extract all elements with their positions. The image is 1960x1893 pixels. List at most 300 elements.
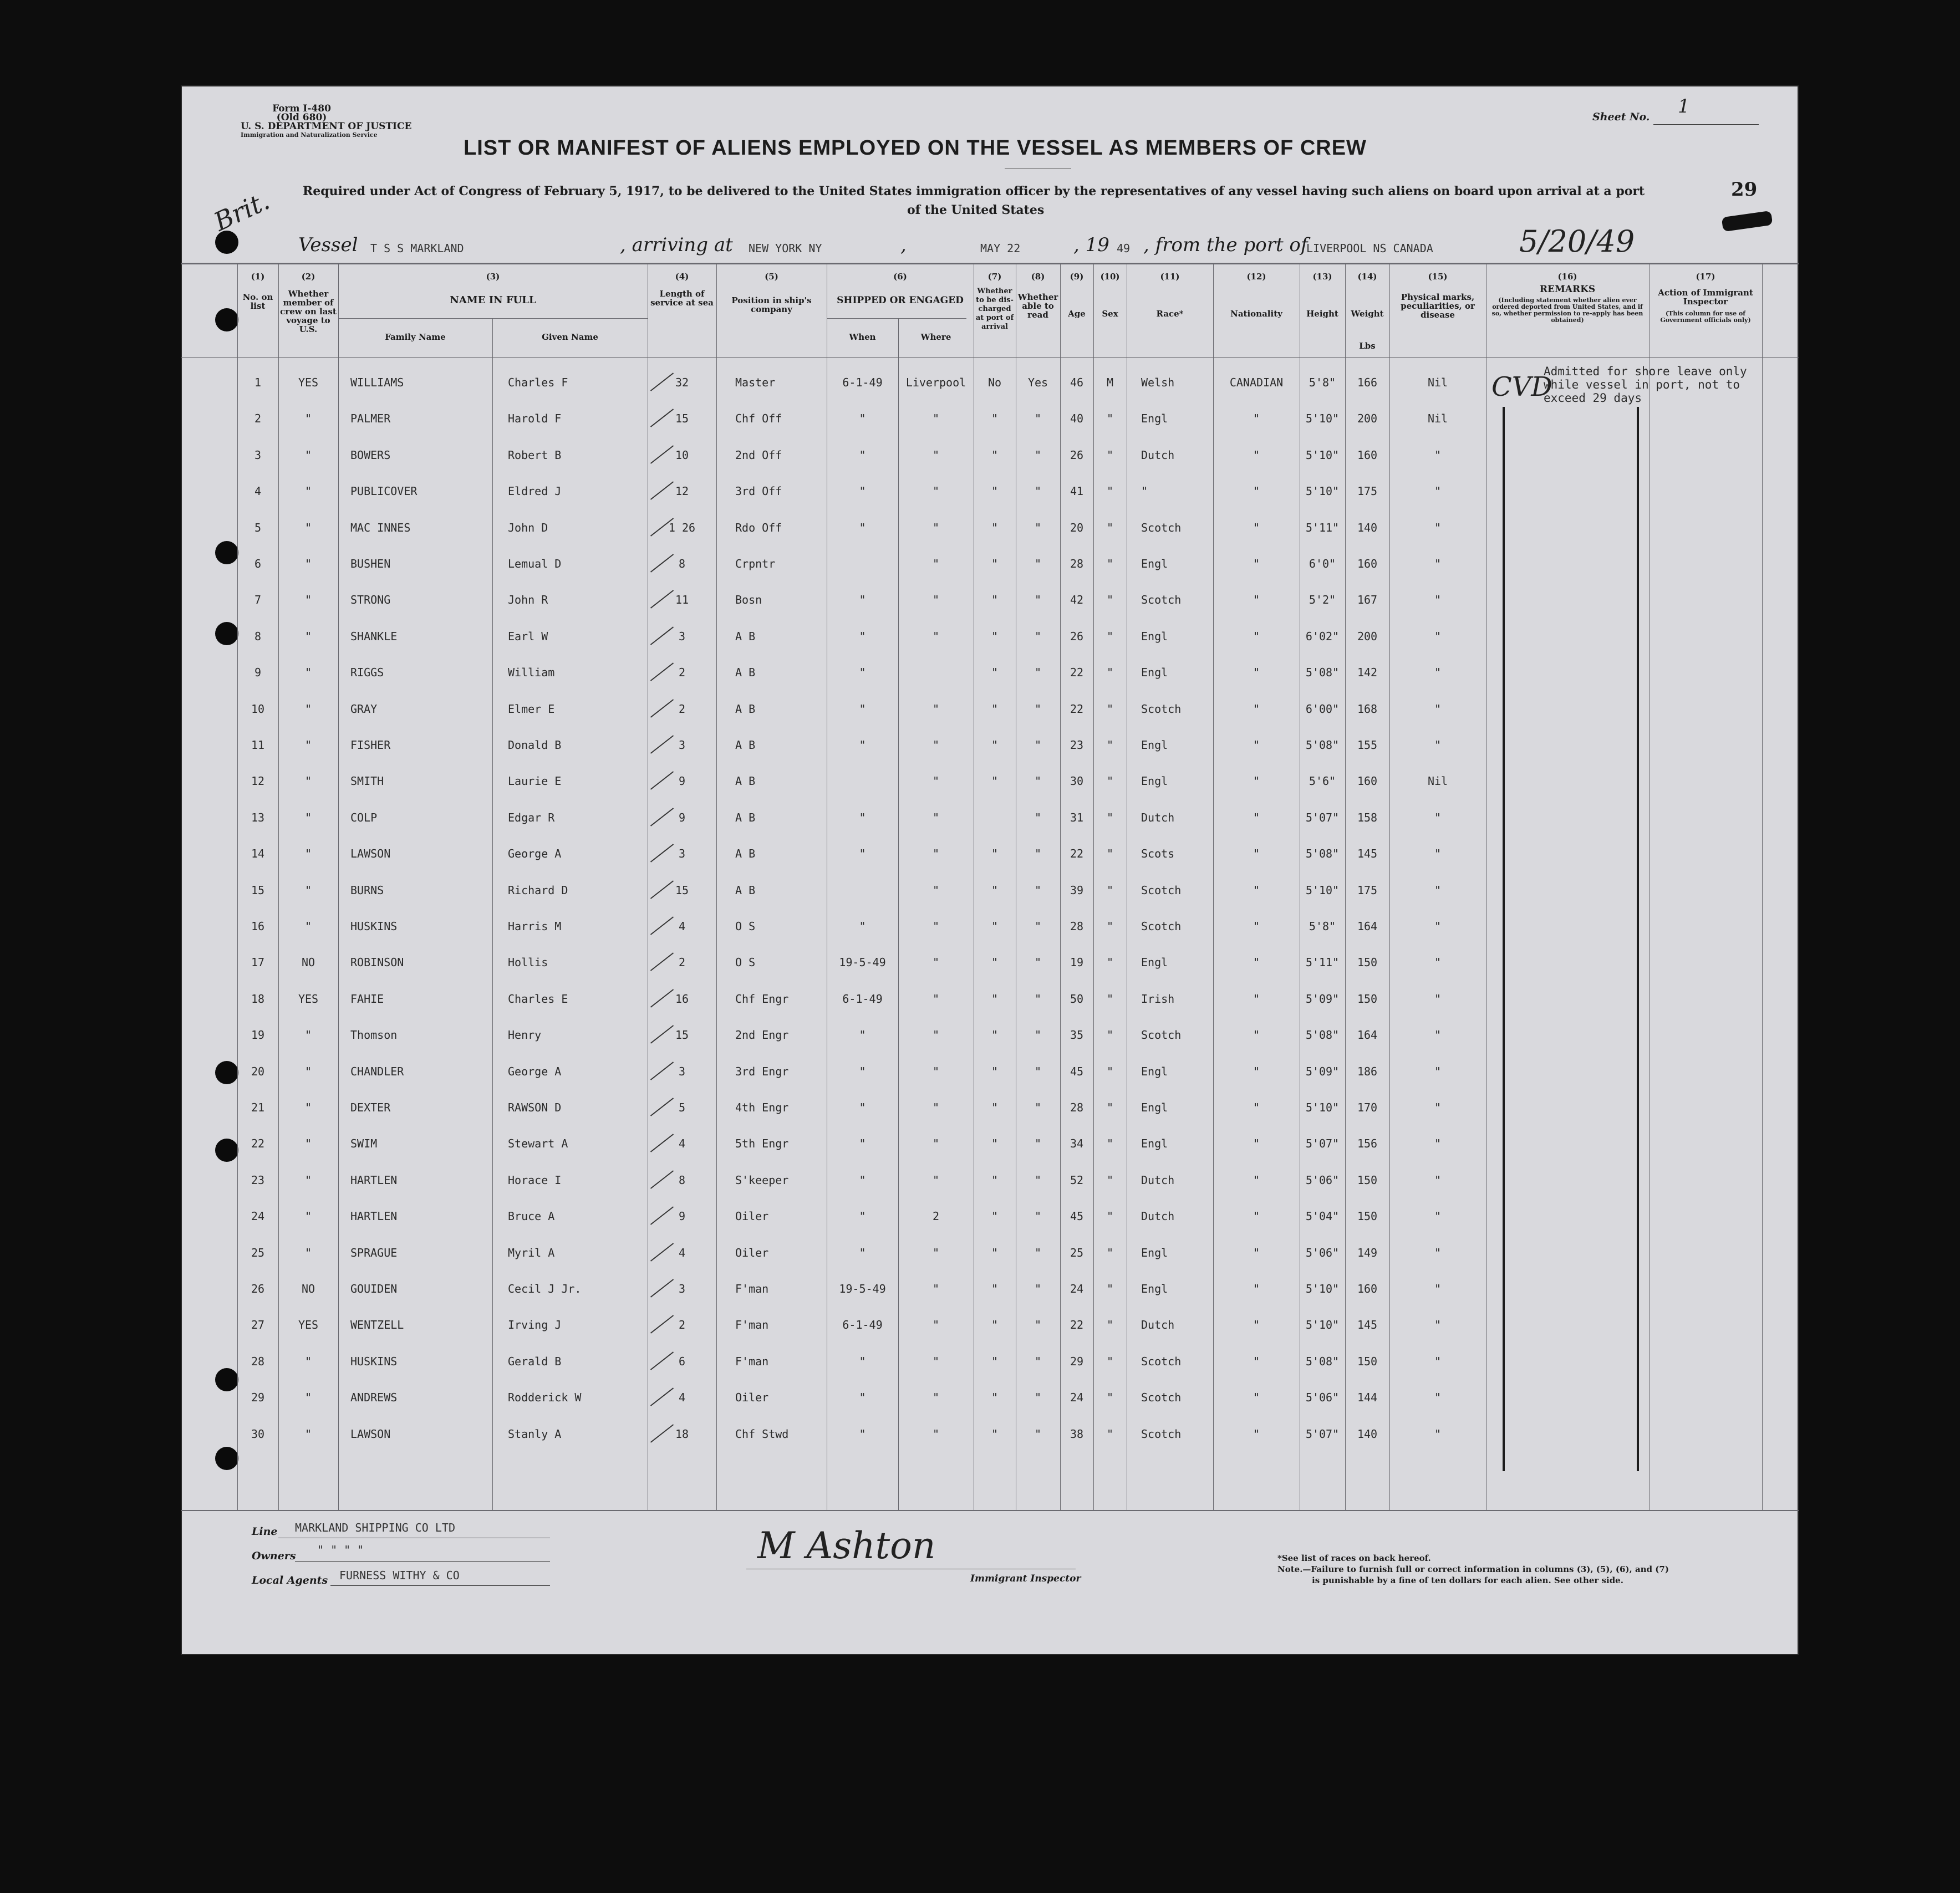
ink-blot xyxy=(1722,211,1773,232)
cell-given-name: Robert B xyxy=(508,448,562,462)
cell-sex: " xyxy=(1106,1282,1114,1295)
cell-race: Engl xyxy=(1141,666,1168,680)
cell-nationality: " xyxy=(1253,1173,1260,1187)
cell-weight: 140 xyxy=(1357,1427,1378,1441)
cell-where: " xyxy=(932,883,940,897)
cell-race: Scotch xyxy=(1141,1427,1182,1441)
cell-weight: 164 xyxy=(1357,920,1378,933)
cell-last-voyage: " xyxy=(304,1064,312,1078)
cell-height: 5'10" xyxy=(1305,412,1340,426)
cell-where: " xyxy=(932,1137,940,1151)
cell-given-name: Lemual D xyxy=(508,557,562,570)
agents-rule xyxy=(330,1585,550,1586)
col-rule xyxy=(1213,263,1214,1510)
cell-last-voyage: " xyxy=(304,1354,312,1368)
cell-weight: 140 xyxy=(1357,521,1378,534)
cell-read: " xyxy=(1034,992,1042,1006)
cell-age: 22 xyxy=(1070,702,1084,716)
failure-note-cont: is punishable by a fine of ten dollars for each alien. See other side. xyxy=(1312,1575,1623,1585)
cell-sex: " xyxy=(1106,810,1114,824)
cell-marks: " xyxy=(1434,593,1442,607)
cell-family-name: WENTZELL xyxy=(350,1318,404,1332)
cell-race: Scotch xyxy=(1141,1028,1182,1042)
cell-given-name: Rodderick W xyxy=(508,1391,582,1405)
cell-when: " xyxy=(859,412,866,426)
form-block xyxy=(241,103,412,140)
cell-height: 5'06" xyxy=(1305,1246,1340,1259)
cell-nationality: " xyxy=(1253,702,1260,716)
cell-when: " xyxy=(859,1064,866,1078)
cell-when: " xyxy=(859,738,866,752)
cell-race: Dutch xyxy=(1141,810,1175,824)
cell-service: 2 xyxy=(678,956,686,970)
cell-age: 30 xyxy=(1070,774,1084,788)
cell-no: 4 xyxy=(254,484,262,498)
cell-given-name: Stewart A xyxy=(508,1137,568,1151)
col-header-weight: Weight xyxy=(1351,309,1384,319)
from-port: LIVERPOOL NS CANADA xyxy=(1306,242,1433,255)
cell-no: 1 xyxy=(254,376,262,389)
cell-marks: " xyxy=(1434,738,1442,752)
cell-sex: " xyxy=(1106,1101,1114,1114)
cell-no: 21 xyxy=(251,1101,265,1114)
cell-given-name: Edgar R xyxy=(508,810,555,824)
cell-sex: " xyxy=(1106,956,1114,970)
cell-age: 19 xyxy=(1070,956,1084,970)
remarks-bracket-left xyxy=(1503,407,1505,1471)
cell-read: " xyxy=(1034,448,1042,462)
cell-age: 24 xyxy=(1070,1391,1084,1405)
cell-weight: 160 xyxy=(1357,557,1378,570)
col-num: (8) xyxy=(1031,272,1045,282)
form-service: Immigration and Naturalization Service xyxy=(241,131,378,139)
cell-weight: 175 xyxy=(1357,484,1378,498)
cell-marks: " xyxy=(1434,702,1442,716)
cell-when: " xyxy=(859,1137,866,1151)
cell-height: 5'10" xyxy=(1305,1101,1340,1114)
cell-where: 2 xyxy=(932,1210,940,1223)
cell-no: 8 xyxy=(254,629,262,643)
cell-weight: 158 xyxy=(1357,810,1378,824)
cell-read: " xyxy=(1034,920,1042,933)
cell-given-name: Elmer E xyxy=(508,702,555,716)
cell-service: 4 xyxy=(678,1246,686,1259)
cell-read: " xyxy=(1034,1064,1042,1078)
cell-marks: " xyxy=(1434,1137,1442,1151)
cell-given-name: Gerald B xyxy=(508,1354,562,1368)
cell-height: 5'06" xyxy=(1305,1173,1340,1187)
cell-marks: " xyxy=(1434,883,1442,897)
cell-position: A B xyxy=(735,847,756,861)
cell-height: 5'08" xyxy=(1305,847,1340,861)
cell-position: 2nd Off xyxy=(735,448,782,462)
cell-where: " xyxy=(932,1101,940,1114)
col-num: (4) xyxy=(675,272,689,282)
cell-where: " xyxy=(932,1354,940,1368)
cell-height: 5'6" xyxy=(1309,774,1336,788)
cell-marks: Nil xyxy=(1427,412,1448,426)
cell-nationality: " xyxy=(1253,1282,1260,1295)
cell-age: 38 xyxy=(1070,1427,1084,1441)
comma: , xyxy=(900,234,907,256)
col-header-remarks: REMARKS xyxy=(1539,284,1596,295)
cell-discharged: " xyxy=(991,412,999,426)
col-header-where: Where xyxy=(920,332,951,342)
cell-sex: " xyxy=(1106,448,1114,462)
cell-discharged: " xyxy=(991,774,999,788)
cell-marks: " xyxy=(1434,1173,1442,1187)
cell-when: " xyxy=(859,1028,866,1042)
cell-where: " xyxy=(932,629,940,643)
cell-where: " xyxy=(932,738,940,752)
cell-age: 50 xyxy=(1070,992,1084,1006)
cell-when: " xyxy=(859,1427,866,1441)
cell-last-voyage: " xyxy=(304,702,312,716)
cell-last-voyage: " xyxy=(304,1173,312,1187)
cell-service: 1 26 xyxy=(668,521,696,534)
cell-family-name: CHANDLER xyxy=(350,1064,404,1078)
cell-last-voyage: " xyxy=(304,1246,312,1259)
cell-read: " xyxy=(1034,666,1042,680)
cell-nationality: " xyxy=(1253,1064,1260,1078)
cell-sex: " xyxy=(1106,1354,1114,1368)
cell-height: 6'00" xyxy=(1305,702,1340,716)
col-header-action-note: (This column for use of Government officials only) xyxy=(1660,310,1751,324)
cell-marks: " xyxy=(1434,666,1442,680)
cell-height: 5'08" xyxy=(1305,738,1340,752)
cell-position: Chf Stwd xyxy=(735,1427,789,1441)
cell-sex: " xyxy=(1106,1391,1114,1405)
cell-age: 29 xyxy=(1070,1354,1084,1368)
cell-weight: 167 xyxy=(1357,593,1378,607)
cell-weight: 150 xyxy=(1357,992,1378,1006)
cell-service: 8 xyxy=(678,1173,686,1187)
vessel-name: T S S MARKLAND xyxy=(370,242,464,255)
cell-nationality: " xyxy=(1253,956,1260,970)
cell-nationality: " xyxy=(1253,521,1260,534)
remarks-line1: Admitted for shore leave only xyxy=(1544,365,1747,378)
cell-last-voyage: " xyxy=(304,593,312,607)
cell-position: 3rd Off xyxy=(735,484,782,498)
cell-age: 39 xyxy=(1070,883,1084,897)
name-sub-rule xyxy=(338,318,648,319)
cell-height: 5'10" xyxy=(1305,1318,1340,1332)
cell-service: 18 xyxy=(675,1427,689,1441)
cell-discharged: " xyxy=(991,702,999,716)
cell-height: 5'08" xyxy=(1305,666,1340,680)
remarks-line2: while vessel in port, not to xyxy=(1544,378,1740,391)
cell-where: " xyxy=(932,484,940,498)
remarks-bracket-right xyxy=(1637,407,1639,1471)
cell-last-voyage: YES xyxy=(298,992,319,1006)
cell-weight: 156 xyxy=(1357,1137,1378,1151)
cell-service: 3 xyxy=(678,629,686,643)
cell-position: Master xyxy=(735,376,776,389)
cell-when: " xyxy=(859,666,866,680)
cell-no: 16 xyxy=(251,920,265,933)
cell-where: " xyxy=(932,1028,940,1042)
cell-read: " xyxy=(1034,1427,1042,1441)
cell-weight: 186 xyxy=(1357,1064,1378,1078)
cell-discharged: " xyxy=(991,1173,999,1187)
cell-where: " xyxy=(932,557,940,570)
shipped-sub-rule xyxy=(827,318,966,319)
cell-race: Scotch xyxy=(1141,1391,1182,1405)
cell-no: 26 xyxy=(251,1282,265,1295)
cell-where: " xyxy=(932,702,940,716)
remarks-initials: CVD xyxy=(1491,371,1552,402)
cell-family-name: BURNS xyxy=(350,883,384,897)
cell-family-name: ANDREWS xyxy=(350,1391,398,1405)
cell-sex: " xyxy=(1106,521,1114,534)
cell-family-name: SHANKLE xyxy=(350,629,398,643)
cell-family-name: FISHER xyxy=(350,738,391,752)
cell-marks: " xyxy=(1434,1282,1442,1295)
form-old: (Old 680) xyxy=(276,112,327,123)
cell-weight: 142 xyxy=(1357,666,1378,680)
col-num: (17) xyxy=(1696,272,1715,282)
col-num: (3) xyxy=(486,272,500,282)
cell-given-name: Harold F xyxy=(508,412,562,426)
col-header-weight-unit: Lbs xyxy=(1359,341,1376,351)
cell-discharged: " xyxy=(991,956,999,970)
cell-no: 2 xyxy=(254,412,262,426)
cell-position: O S xyxy=(735,956,756,970)
cell-where: " xyxy=(932,920,940,933)
cell-nationality: " xyxy=(1253,1028,1260,1042)
cell-when: " xyxy=(859,702,866,716)
cell-race: Engl xyxy=(1141,557,1168,570)
cell-family-name: PALMER xyxy=(350,412,391,426)
cell-marks: " xyxy=(1434,1318,1442,1332)
cell-height: 5'10" xyxy=(1305,883,1340,897)
cell-position: Bosn xyxy=(735,593,762,607)
subtitle-line1: Required under Act of Congress of February 5, 1917, to be delivered to the United States immigration officer by the representatives of any vessel having such aliens on board upon arrival at a port xyxy=(303,184,1645,198)
cell-age: 24 xyxy=(1070,1282,1084,1295)
cell-given-name: John D xyxy=(508,521,548,534)
col-rule xyxy=(237,263,238,1510)
col-header-read: Whether able to read xyxy=(1017,292,1058,320)
cell-race: Scotch xyxy=(1141,1354,1182,1368)
cell-position: A B xyxy=(735,702,756,716)
cell-sex: " xyxy=(1106,1028,1114,1042)
cell-family-name: WILLIAMS xyxy=(350,376,404,389)
col-header-position: Position in ship's company xyxy=(731,295,812,314)
cell-weight: 145 xyxy=(1357,1318,1378,1332)
cell-weight: 168 xyxy=(1357,702,1378,716)
cell-when: 6-1-49 xyxy=(842,376,883,389)
cell-no: 7 xyxy=(254,593,262,607)
cell-sex: " xyxy=(1106,920,1114,933)
cell-race: Scots xyxy=(1141,847,1175,861)
cell-marks: " xyxy=(1434,448,1442,462)
cell-no: 6 xyxy=(254,557,262,570)
cell-discharged: No xyxy=(987,376,1002,389)
cell-last-voyage: " xyxy=(304,920,312,933)
cell-last-voyage: " xyxy=(304,1427,312,1441)
cell-nationality: " xyxy=(1253,1210,1260,1223)
cell-nationality: " xyxy=(1253,412,1260,426)
cell-when: 19-5-49 xyxy=(839,1282,886,1295)
cell-age: 40 xyxy=(1070,412,1084,426)
cell-no: 11 xyxy=(251,738,265,752)
cell-marks: Nil xyxy=(1427,774,1448,788)
cell-position: Chf Off xyxy=(735,412,782,426)
cell-age: 25 xyxy=(1070,1246,1084,1259)
cell-position: Oiler xyxy=(735,1391,769,1405)
cell-marks: " xyxy=(1434,629,1442,643)
cell-no: 27 xyxy=(251,1318,265,1332)
cell-marks: " xyxy=(1434,1354,1442,1368)
cell-discharged: " xyxy=(991,1318,999,1332)
col-num: (6) xyxy=(893,272,907,282)
cell-service: 11 xyxy=(675,593,689,607)
cell-age: 28 xyxy=(1070,920,1084,933)
cell-when: " xyxy=(859,1101,866,1114)
cell-position: Oiler xyxy=(735,1246,769,1259)
cell-marks: " xyxy=(1434,521,1442,534)
cell-where: " xyxy=(932,810,940,824)
cell-read: " xyxy=(1034,1318,1042,1332)
cell-service: 32 xyxy=(675,376,689,389)
cell-service: 15 xyxy=(675,883,689,897)
inspector-label: Immigrant Inspector xyxy=(970,1573,1081,1584)
cell-marks: " xyxy=(1434,1101,1442,1114)
col-num: (1) xyxy=(251,272,265,282)
cell-nationality: " xyxy=(1253,883,1260,897)
cell-sex: " xyxy=(1106,1064,1114,1078)
cell-discharged: " xyxy=(991,666,999,680)
cell-marks: " xyxy=(1434,956,1442,970)
cell-position: Chf Engr xyxy=(735,992,789,1006)
cell-nationality: " xyxy=(1253,992,1260,1006)
cell-marks: Nil xyxy=(1427,376,1448,389)
cell-race: Engl xyxy=(1141,1246,1168,1259)
cell-family-name: SMITH xyxy=(350,774,384,788)
cell-given-name: George A xyxy=(508,1064,562,1078)
cell-marks: " xyxy=(1434,1246,1442,1259)
manifest-page xyxy=(181,85,1799,1655)
cell-read: " xyxy=(1034,810,1042,824)
cell-position: F'man xyxy=(735,1282,769,1295)
col-header-age: Age xyxy=(1068,309,1086,319)
cell-sex: " xyxy=(1106,1427,1114,1441)
cell-race: " xyxy=(1141,484,1148,498)
cell-read: " xyxy=(1034,629,1042,643)
cell-last-voyage: " xyxy=(304,412,312,426)
cell-read: " xyxy=(1034,774,1042,788)
cell-nationality: " xyxy=(1253,738,1260,752)
cell-family-name: Thomson xyxy=(350,1028,398,1042)
cell-discharged: " xyxy=(991,1028,999,1042)
cell-height: 5'08" xyxy=(1305,1028,1340,1042)
cell-last-voyage: " xyxy=(304,521,312,534)
cell-no: 19 xyxy=(251,1028,265,1042)
col-num: (9) xyxy=(1070,272,1084,282)
cell-age: 35 xyxy=(1070,1028,1084,1042)
col-rule xyxy=(1060,263,1061,1510)
cell-last-voyage: " xyxy=(304,883,312,897)
cell-where: " xyxy=(932,1064,940,1078)
cell-nationality: " xyxy=(1253,847,1260,861)
crew-table xyxy=(181,263,1799,1510)
cell-age: 23 xyxy=(1070,738,1084,752)
cell-marks: " xyxy=(1434,1391,1442,1405)
cell-read: " xyxy=(1034,1210,1042,1223)
cell-race: Engl xyxy=(1141,629,1168,643)
cell-last-voyage: NO xyxy=(301,1282,315,1295)
cell-nationality: " xyxy=(1253,593,1260,607)
cell-nationality: " xyxy=(1253,774,1260,788)
col-rule xyxy=(898,318,899,1510)
cell-no: 25 xyxy=(251,1246,265,1259)
cell-last-voyage: YES xyxy=(298,376,319,389)
cell-service: 4 xyxy=(678,920,686,933)
cell-last-voyage: " xyxy=(304,557,312,570)
cell-discharged: " xyxy=(991,557,999,570)
cell-age: 45 xyxy=(1070,1210,1084,1223)
cell-read: " xyxy=(1034,738,1042,752)
col-header-remarks-note: (Including statement whether alien ever ordered deported from United States, and if so, whether permission to re-apply has been obtained) xyxy=(1491,297,1643,324)
cell-family-name: LAWSON xyxy=(350,1427,391,1441)
col-rule xyxy=(1762,263,1763,1510)
col-num: (16) xyxy=(1557,272,1577,282)
cell-given-name: Earl W xyxy=(508,629,548,643)
cell-where: " xyxy=(932,1391,940,1405)
cell-sex: " xyxy=(1106,1318,1114,1332)
col-rule xyxy=(492,318,493,1510)
col-rule xyxy=(1389,263,1390,1510)
col-rule xyxy=(1649,263,1650,1510)
agents-label: Local Agents xyxy=(252,1574,328,1586)
cell-last-voyage: " xyxy=(304,774,312,788)
cell-when: " xyxy=(859,920,866,933)
cell-last-voyage: " xyxy=(304,847,312,861)
col-header-given-name: Given Name xyxy=(542,332,598,342)
cell-where: " xyxy=(932,1282,940,1295)
cell-given-name: Charles E xyxy=(508,992,568,1006)
cell-nationality: " xyxy=(1253,810,1260,824)
cell-height: 5'07" xyxy=(1305,1137,1340,1151)
cell-last-voyage: " xyxy=(304,1210,312,1223)
cell-service: 10 xyxy=(675,448,689,462)
cell-discharged: " xyxy=(991,1246,999,1259)
col-num: (14) xyxy=(1357,272,1377,282)
cell-age: 28 xyxy=(1070,557,1084,570)
cell-read: " xyxy=(1034,557,1042,570)
cell-weight: 149 xyxy=(1357,1246,1378,1259)
col-num: (10) xyxy=(1100,272,1120,282)
cell-race: Engl xyxy=(1141,1064,1168,1078)
cell-given-name: Cecil J Jr. xyxy=(508,1282,582,1295)
cell-race: Dutch xyxy=(1141,1318,1175,1332)
cell-no: 12 xyxy=(251,774,265,788)
cell-race: Scotch xyxy=(1141,920,1182,933)
col-header-last-voyage: Whether member of crew on last voyage to U.S. xyxy=(280,289,337,334)
cell-weight: 160 xyxy=(1357,774,1378,788)
cell-marks: " xyxy=(1434,484,1442,498)
col-rule xyxy=(338,263,339,1510)
line-value: MARKLAND SHIPPING CO LTD xyxy=(295,1521,455,1534)
cell-height: 5'09" xyxy=(1305,1064,1340,1078)
cell-weight: 150 xyxy=(1357,956,1378,970)
cell-race: Welsh xyxy=(1141,376,1175,389)
cell-when: " xyxy=(859,1173,866,1187)
cell-height: 5'8" xyxy=(1309,920,1336,933)
stamp-date: 5/20/49 xyxy=(1519,224,1635,259)
cell-given-name: Hollis xyxy=(508,956,548,970)
arrival-year: 49 xyxy=(1117,242,1131,255)
